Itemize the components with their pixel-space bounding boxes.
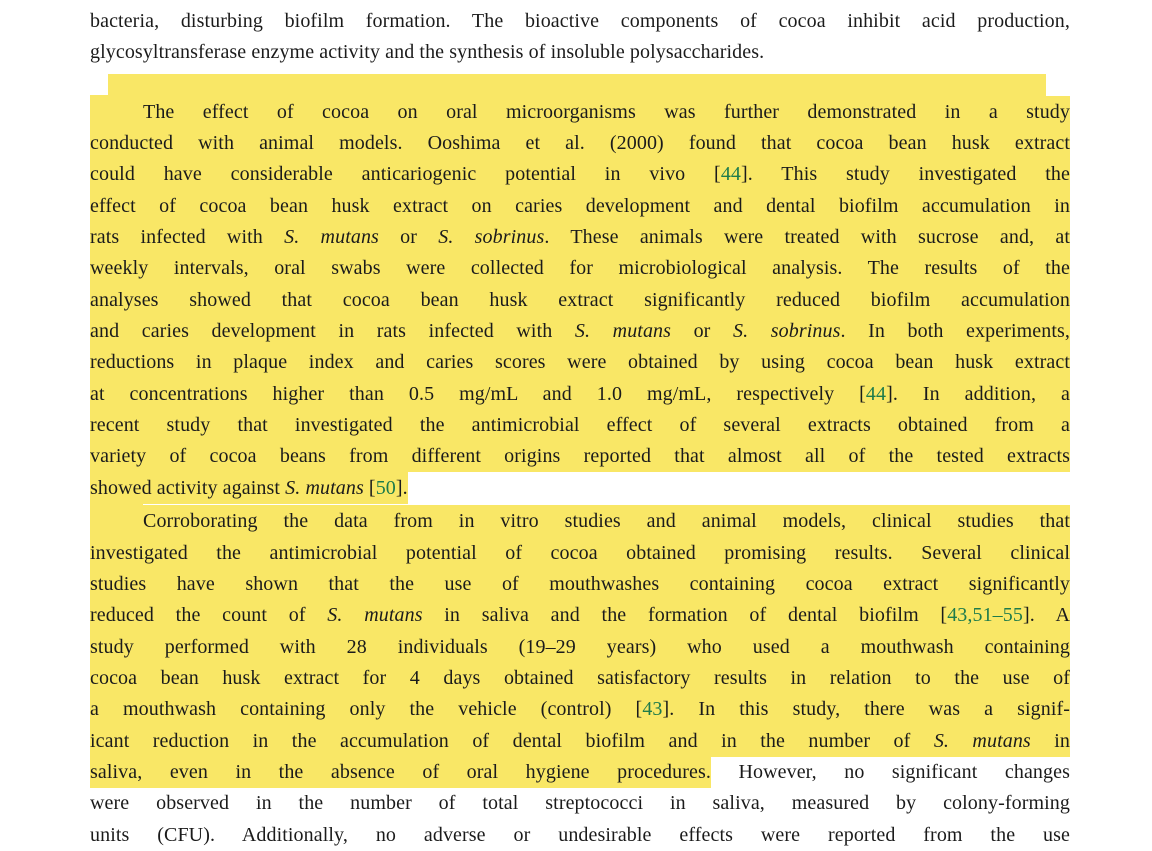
text-run: ]. A — [1023, 599, 1070, 631]
text-run: ]. — [396, 472, 408, 504]
text-run: S. sobrinus — [733, 315, 840, 347]
text-line — [90, 347, 1070, 378]
text-run: in saliva and the formation of dental biofilm [ — [423, 599, 948, 631]
text-line — [90, 663, 1070, 694]
text-run: investigated the antimicrobial potential of cocoa obtained promising results. Several clinical — [90, 537, 1070, 569]
citation-link[interactable]: 50 — [376, 472, 396, 504]
text-run: The effect of cocoa on oral microorganisms was further demonstrated in a study — [143, 96, 1070, 128]
text-run: at concentrations higher than 0.5 mg/mL and 1.0 mg/mL, respectively [ — [90, 378, 866, 410]
paragraph-indent — [90, 504, 143, 537]
text-run: studies have shown that the use of mouthwashes containing cocoa extract significantly — [90, 568, 1070, 600]
citation-link[interactable]: 44 — [866, 378, 886, 410]
text-line — [90, 441, 1070, 472]
text-run: ]. In addition, a — [886, 378, 1070, 410]
text-line — [90, 191, 1070, 222]
text-run: S. mutans — [934, 725, 1031, 757]
text-run: effect of cocoa bean husk extract on caries development and dental biofilm accumulation in — [90, 190, 1070, 222]
text-run: ]. In this study, there was a signif- — [663, 693, 1070, 725]
text-run: S. mutans — [285, 472, 364, 504]
text-run: saliva, even in the absence of oral hygiene procedures. — [90, 756, 711, 788]
text-run: conducted with animal models. Ooshima et al. (2000) found that cocoa bean husk extract — [90, 127, 1070, 159]
paragraph-clinical-studies — [90, 504, 1070, 851]
article-text — [90, 6, 1070, 851]
text-run: . In both experiments, — [840, 315, 1070, 347]
text-run: or — [379, 221, 438, 253]
text-line — [90, 316, 1070, 347]
text-run: study performed with 28 individuals (19–29 years) who used a mouthwash containing — [90, 631, 1070, 663]
text-run: reductions in plaque index and caries scores were obtained by using cocoa bean husk extract — [90, 346, 1070, 378]
text-run: cocoa bean husk extract for 4 days obtained satisfactory results in relation to the use of — [90, 662, 1070, 694]
text-line — [90, 473, 1070, 504]
text-line — [90, 788, 1070, 819]
text-run: in — [1031, 725, 1070, 757]
text-line — [90, 222, 1070, 253]
citation-link[interactable]: 43 — [642, 693, 662, 725]
text-run: analyses showed that cocoa bean husk extract significantly reduced biofilm accumulation — [90, 284, 1070, 316]
text-line — [90, 726, 1070, 757]
text-run: S. mutans — [575, 315, 671, 347]
text-line — [90, 128, 1070, 159]
text-line — [90, 504, 1070, 537]
text-run: [ — [364, 472, 376, 504]
text-line — [90, 410, 1070, 441]
text-line — [90, 95, 1070, 128]
text-run: S. sobrinus — [438, 221, 544, 253]
text-run: recent study that investigated the antimicrobial effect of several extracts obtained from a — [90, 409, 1070, 441]
text-run: ]. This study investigated the — [741, 158, 1070, 190]
text-line — [90, 757, 1070, 788]
paragraph-animal-models-study — [90, 95, 1070, 504]
text-run: S. mutans — [327, 599, 422, 631]
text-line — [90, 379, 1070, 410]
text-run: showed activity against — [90, 472, 285, 504]
text-line — [90, 632, 1070, 663]
text-run: variety of cocoa beans from different origins reported that almost all of the tested extracts — [90, 440, 1070, 472]
text-run: . These animals were treated with sucrose and, at — [544, 221, 1070, 253]
text-run: and caries development in rats infected with — [90, 315, 575, 347]
text-run: or — [671, 315, 733, 347]
text-run: reduced the count of — [90, 599, 327, 631]
text-run: bacteria, disturbing biofilm formation. The bioactive components of cocoa inhibit acid production, — [90, 10, 1070, 32]
text-line — [90, 37, 1070, 68]
text-run: could have considerable anticariogenic potential in vivo [ — [90, 158, 721, 190]
paragraph-indent — [90, 95, 143, 128]
text-line — [90, 600, 1070, 631]
text-line — [90, 538, 1070, 569]
paragraph-biofilm-continuation — [90, 6, 1070, 69]
text-run: glycosyltransferase enzyme activity and the synthesis of insoluble polysaccharides. — [90, 41, 765, 64]
text-run: units (CFU). Additionally, no adverse or undesirable effects were reported from the use — [90, 823, 1070, 846]
text-line — [90, 569, 1070, 600]
citation-link[interactable]: 44 — [721, 158, 741, 190]
text-run: were observed in the number of total streptococci in saliva, measured by colony-forming — [90, 792, 1070, 815]
citation-link[interactable]: 43,51–55 — [947, 599, 1023, 631]
text-line — [90, 694, 1070, 725]
text-run: a mouthwash containing only the vehicle (control) [ — [90, 693, 642, 725]
text-line — [90, 159, 1070, 190]
text-run: However, no significant changes — [710, 760, 1070, 783]
text-line — [90, 820, 1070, 851]
text-run: icant reduction in the accumulation of dental biofilm and in the number of — [90, 725, 934, 757]
text-line — [90, 253, 1070, 284]
text-run: rats infected with — [90, 221, 284, 253]
text-run: weekly intervals, oral swabs were collected for microbiological analysis. The results of the — [90, 252, 1070, 284]
text-run: S. mutans — [284, 221, 379, 253]
text-line — [90, 285, 1070, 316]
text-line — [90, 6, 1070, 37]
text-run: Corroborating the data from in vitro studies and animal models, clinical studies that — [143, 505, 1070, 537]
